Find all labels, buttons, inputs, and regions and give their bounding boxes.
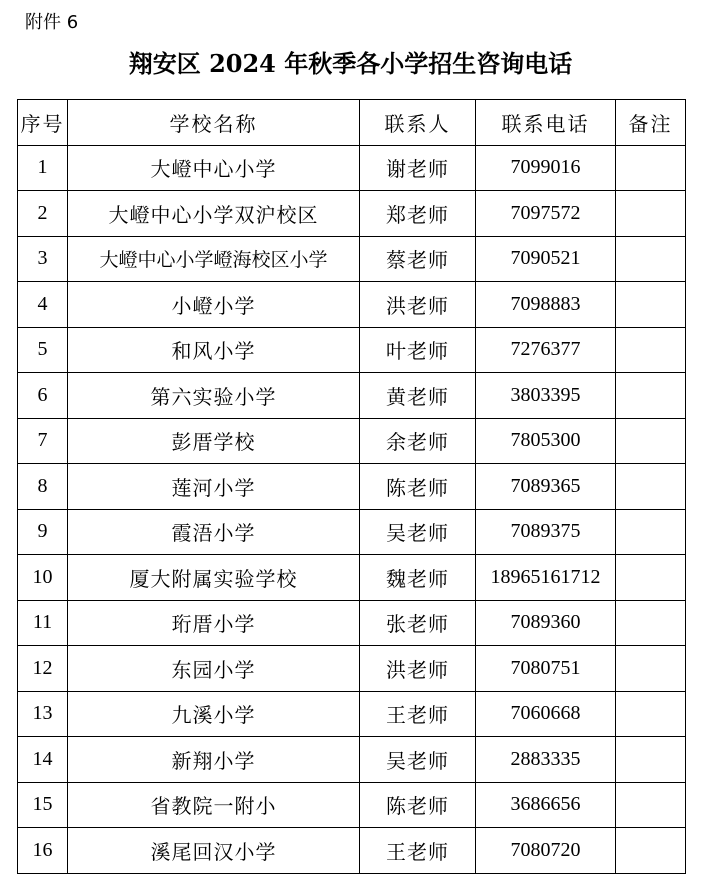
cell-school-name: 霞浯小学 [68,509,360,555]
table-row [18,782,686,828]
attachment-label: 附件 6 [25,12,79,33]
cell-note [616,555,686,601]
cell-no: 2 [18,191,68,237]
cell-contact: 吴老师 [360,509,476,555]
table-row [18,418,686,464]
cell-no: 11 [18,600,68,646]
table-body [18,145,686,873]
cell-note [616,418,686,464]
cell-no: 1 [18,145,68,191]
cell-phone: 7276377 [476,327,616,373]
cell-note [616,691,686,737]
cell-phone: 7097572 [476,191,616,237]
cell-school-name: 大嶝中心小学嶝海校区小学 [68,236,360,282]
cell-contact: 王老师 [360,828,476,874]
cell-phone: 3686656 [476,782,616,828]
cell-phone: 7089365 [476,464,616,510]
cell-note [616,509,686,555]
cell-school-name: 厦大附属实验学校 [68,555,360,601]
cell-school-name: 彭厝学校 [68,418,360,464]
cell-note [616,327,686,373]
table-row [18,828,686,874]
cell-school-name: 大嶝中心小学 [68,145,360,191]
header-note: 备注 [616,100,686,146]
cell-note [616,782,686,828]
table-row [18,737,686,783]
cell-phone: 7090521 [476,236,616,282]
cell-school-name: 大嶝中心小学双沪校区 [68,191,360,237]
cell-phone: 7089360 [476,600,616,646]
cell-note [616,464,686,510]
cell-contact: 陈老师 [360,782,476,828]
cell-note [616,145,686,191]
document-title: 翔安区 2024 年秋季各小学招生咨询电话 [128,49,573,78]
cell-note [616,646,686,692]
cell-school-name: 新翔小学 [68,737,360,783]
cell-school-name: 东园小学 [68,646,360,692]
header-no: 序号 [18,100,68,146]
table-row [18,509,686,555]
cell-contact: 余老师 [360,418,476,464]
table-row [18,373,686,419]
cell-contact: 张老师 [360,600,476,646]
cell-school-name: 小嶝小学 [68,282,360,328]
cell-school-name: 和风小学 [68,327,360,373]
header-contact: 联系人 [360,100,476,146]
cell-no: 14 [18,737,68,783]
cell-phone: 7098883 [476,282,616,328]
cell-no: 7 [18,418,68,464]
cell-no: 10 [18,555,68,601]
header-phone: 联系电话 [476,100,616,146]
cell-contact: 洪老师 [360,282,476,328]
cell-contact: 洪老师 [360,646,476,692]
cell-note [616,282,686,328]
cell-contact: 叶老师 [360,327,476,373]
cell-no: 6 [18,373,68,419]
table-row [18,646,686,692]
table-row [18,282,686,328]
table-row [18,691,686,737]
table-row [18,327,686,373]
table-row [18,236,686,282]
cell-no: 15 [18,782,68,828]
cell-contact: 王老师 [360,691,476,737]
cell-phone: 7080720 [476,828,616,874]
cell-phone: 7060668 [476,691,616,737]
cell-contact: 黄老师 [360,373,476,419]
table-row [18,464,686,510]
cell-note [616,600,686,646]
cell-contact: 蔡老师 [360,236,476,282]
cell-phone: 18965161712 [476,555,616,601]
cell-phone: 7080751 [476,646,616,692]
contact-table [17,99,686,874]
cell-no: 3 [18,236,68,282]
cell-phone: 7805300 [476,418,616,464]
cell-school-name: 九溪小学 [68,691,360,737]
table-row [18,145,686,191]
cell-no: 5 [18,327,68,373]
cell-no: 9 [18,509,68,555]
cell-school-name: 第六实验小学 [68,373,360,419]
cell-phone: 7089375 [476,509,616,555]
cell-note [616,373,686,419]
cell-note [616,191,686,237]
cell-contact: 魏老师 [360,555,476,601]
cell-contact: 谢老师 [360,145,476,191]
cell-note [616,828,686,874]
cell-note [616,236,686,282]
table-row [18,191,686,237]
table-header-row [18,100,686,146]
cell-school-name: 溪尾回汉小学 [68,828,360,874]
cell-school-name: 省教院一附小 [68,782,360,828]
cell-no: 12 [18,646,68,692]
cell-no: 16 [18,828,68,874]
cell-phone: 7099016 [476,145,616,191]
cell-phone: 2883335 [476,737,616,783]
cell-contact: 陈老师 [360,464,476,510]
cell-contact: 郑老师 [360,191,476,237]
cell-note [616,737,686,783]
header-school: 学校名称 [68,100,360,146]
cell-school-name: 珩厝小学 [68,600,360,646]
cell-phone: 3803395 [476,373,616,419]
cell-contact: 吴老师 [360,737,476,783]
table-row [18,600,686,646]
cell-no: 8 [18,464,68,510]
cell-school-name: 莲河小学 [68,464,360,510]
table-row [18,555,686,601]
cell-no: 4 [18,282,68,328]
cell-no: 13 [18,691,68,737]
